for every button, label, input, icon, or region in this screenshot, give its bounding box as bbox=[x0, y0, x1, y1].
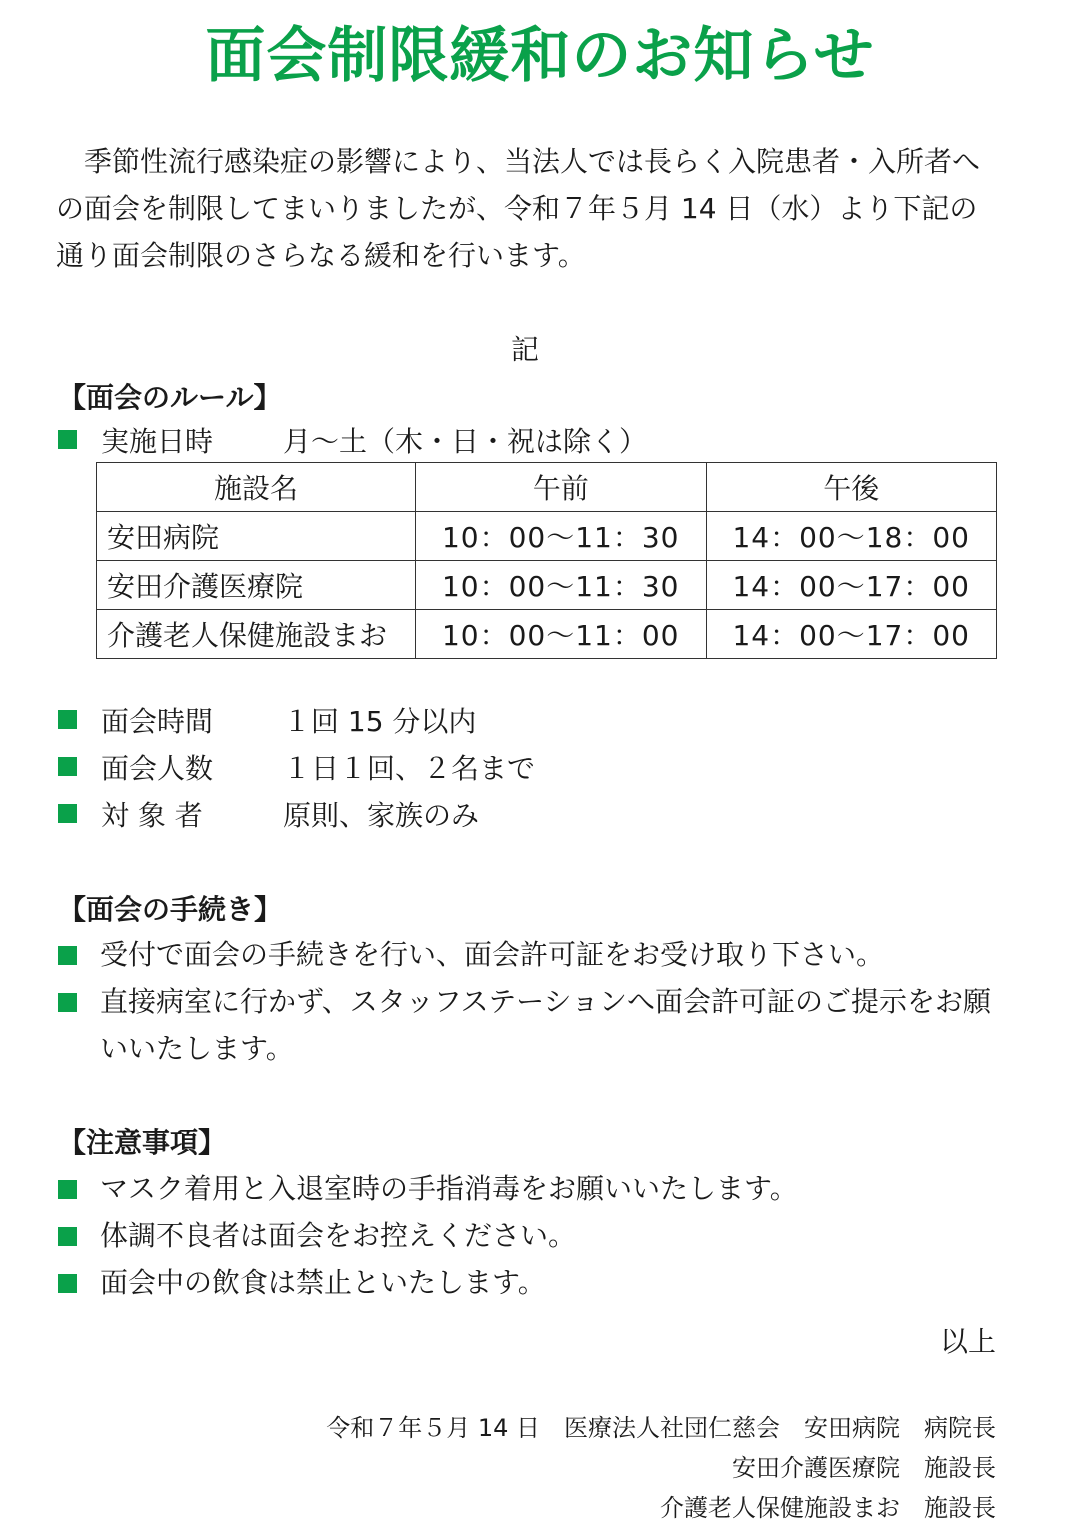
am-hours: 10：00～11：30 bbox=[416, 561, 707, 610]
rule-item-count bbox=[58, 747, 535, 787]
am-hours: 10：00～11：30 bbox=[416, 512, 707, 561]
note-item bbox=[58, 1259, 1003, 1306]
header-facility: 施設名 bbox=[97, 463, 416, 512]
procedure-item bbox=[58, 978, 1003, 1072]
table-row bbox=[97, 610, 997, 659]
square-bullet-icon bbox=[58, 946, 77, 965]
square-bullet-icon bbox=[58, 710, 77, 729]
note-item bbox=[58, 1165, 1003, 1212]
rule-label: 面会人数 bbox=[101, 752, 214, 785]
pm-hours: 14：00～17：00 bbox=[706, 610, 997, 659]
procedure-heading: 【面会の手続き】 bbox=[58, 893, 283, 926]
rule-value: １回 15 分以内 bbox=[283, 705, 477, 738]
note-text: 面会中の飲食は禁止といたします。 bbox=[100, 1266, 546, 1299]
procedure-text: 直接病室に行かず、スタッフステーションへ面会許可証のご提示をお願いいたします。 bbox=[100, 985, 991, 1065]
rule-value: １日１回、２名まで bbox=[283, 752, 536, 785]
note-text: 体調不良者は面会をお控えください。 bbox=[100, 1219, 577, 1252]
table-row bbox=[97, 561, 997, 610]
rule-label: 対 象 者 bbox=[101, 799, 203, 832]
procedure-text: 受付で面会の手続きを行い、面会許可証をお受け取り下さい。 bbox=[100, 938, 885, 971]
closing-mark: 以上 bbox=[939, 1325, 996, 1358]
note-item bbox=[58, 1212, 1003, 1259]
rule-item-target bbox=[58, 794, 479, 834]
pm-hours: 14：00～17：00 bbox=[706, 561, 997, 610]
intro-paragraph: 季節性流行感染症の影響により、当法人では長らく入院患者・入所者への面会を制限してまいりましたが、令和７年５月 14 日（水）より下記の通り面会制限のさらなる緩和を行います。 bbox=[56, 145, 981, 272]
facility-name: 介護老人保健施設まお bbox=[97, 610, 416, 659]
signature-line-3: 介護老人保健施設まお 施設長 bbox=[660, 1494, 996, 1522]
square-bullet-icon bbox=[58, 1274, 77, 1293]
facility-name: 安田介護医療院 bbox=[97, 561, 416, 610]
rules-heading: 【面会のルール】 bbox=[58, 381, 282, 414]
schedule-row bbox=[58, 420, 647, 460]
header-pm: 午後 bbox=[706, 463, 997, 512]
table-header-row bbox=[97, 463, 997, 512]
page-title: 面会制限緩和のお知らせ bbox=[205, 21, 875, 91]
rule-value: 原則、家族のみ bbox=[283, 799, 480, 832]
square-bullet-icon bbox=[58, 804, 77, 823]
facility-name: 安田病院 bbox=[97, 512, 416, 561]
square-bullet-icon bbox=[58, 993, 77, 1012]
square-bullet-icon bbox=[58, 1227, 77, 1246]
square-bullet-icon bbox=[58, 1180, 77, 1199]
rule-item-duration bbox=[58, 700, 476, 740]
schedule-label: 実施日時 bbox=[101, 425, 214, 458]
rule-label: 面会時間 bbox=[101, 705, 214, 738]
square-bullet-icon bbox=[58, 757, 77, 776]
ki-marker: 記 bbox=[510, 333, 539, 366]
procedure-item bbox=[58, 931, 1003, 978]
header-am: 午前 bbox=[416, 463, 707, 512]
signature-line-1: 令和７年５月 14 日 医療法人社団仁慈会 安田病院 病院長 bbox=[326, 1414, 996, 1442]
visiting-hours-table bbox=[96, 462, 997, 659]
table-row bbox=[97, 512, 997, 561]
signature-line-2: 安田介護医療院 施設長 bbox=[732, 1454, 996, 1482]
am-hours: 10：00～11：00 bbox=[416, 610, 707, 659]
note-text: マスク着用と入退室時の手指消毒をお願いいたします。 bbox=[100, 1172, 798, 1205]
notes-heading: 【注意事項】 bbox=[58, 1126, 227, 1159]
square-bullet-icon bbox=[58, 430, 77, 449]
pm-hours: 14：00～18：00 bbox=[706, 512, 997, 561]
schedule-value: 月～土（木・日・祝は除く） bbox=[283, 425, 648, 458]
